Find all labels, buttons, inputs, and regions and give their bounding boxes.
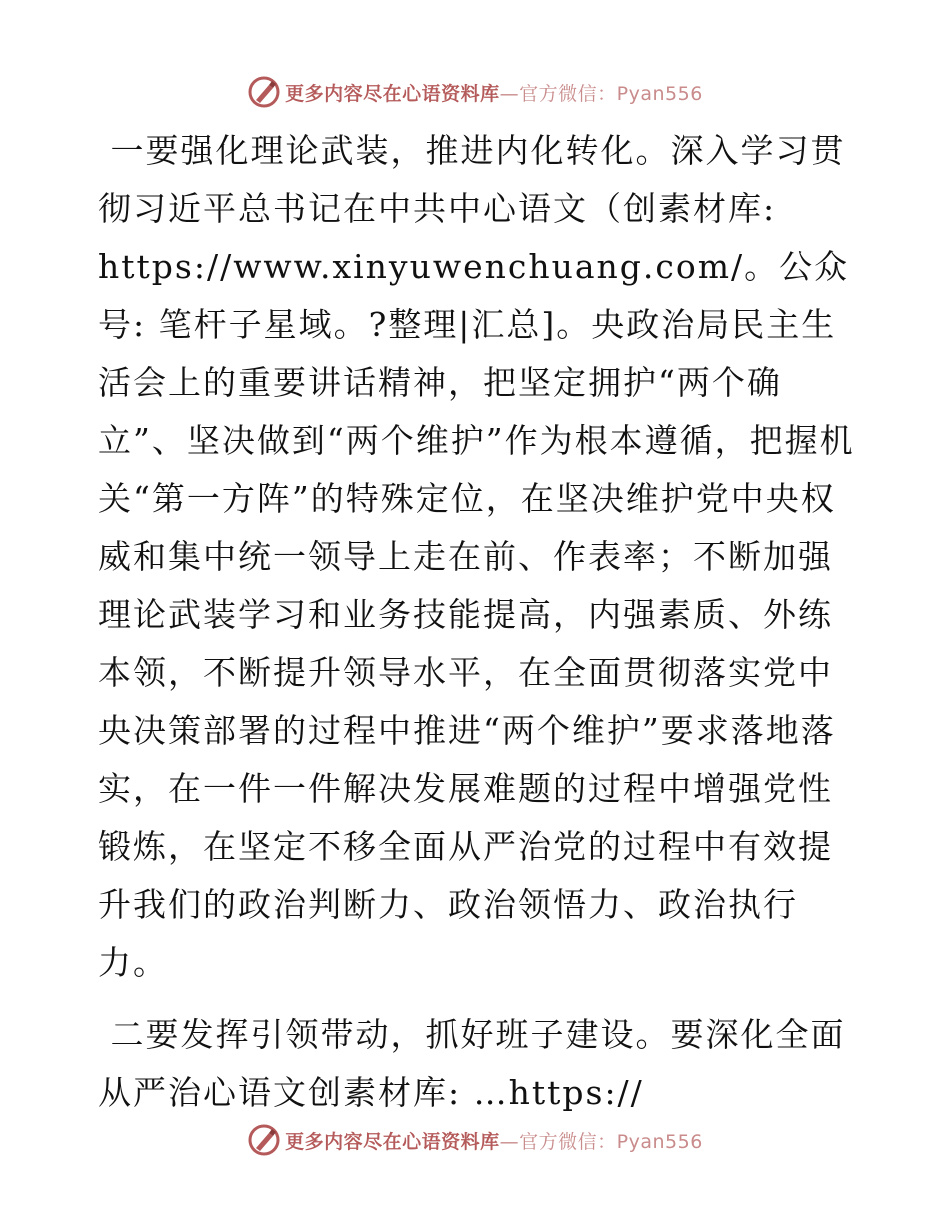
banner-text-rest: —官方微信：Pyan556 (499, 1130, 703, 1153)
footer-banner (0, 1120, 950, 1160)
header-banner (0, 72, 950, 112)
banner-text (285, 1127, 703, 1154)
banner-text-strong: 更多内容尽在心语资料库 (285, 1130, 500, 1153)
banner-text (285, 79, 703, 106)
document-body (98, 122, 858, 1122)
banner-text-strong: 更多内容尽在心语资料库 (285, 82, 500, 105)
pen-nib-icon (247, 75, 281, 109)
paragraph-2: 二要发挥引领带动，抓好班子建设。要深化全面从严治心语文创素材库: …https:// (98, 1015, 846, 1112)
pen-nib-icon (247, 1123, 281, 1157)
paragraph-1: 一要强化理论武装，推进内化转化。深入学习贯彻习近平总书记在中共中心语文（创素材库: https://www.xinyuwenchuang.com/。公众号: 笔杆子星域。?整理|汇总]。央政治局民主生活会上的重要讲话精神，把坚定拥护“两个确立”、坚决做到“两个维护”作为根本遵循，把握机关“第一方阵”的特殊定位，在坚决维护党中央权威和集中统一领导上走在前、作表率；不断加强理论武装学习和业务技能提高，内强素质、外练本领，不断提升领导水平，在全面贯彻落实党中央决策部署的过程中推进“两个维护”要求落地落实，在一件一件解决发展难题的过程中增强党性锻炼，在坚定不移全面从严治党的过程中有效提升我们的政治判断力、政治领悟力、政治执行力。 (98, 131, 855, 982)
banner-text-rest: —官方微信：Pyan556 (499, 82, 703, 105)
